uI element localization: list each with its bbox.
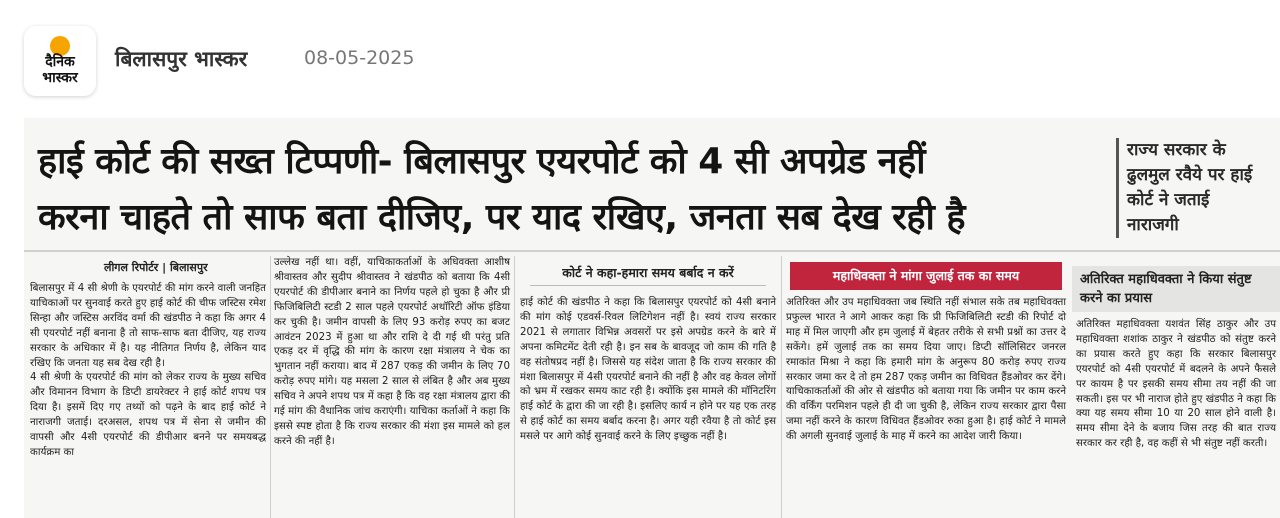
article-column-4 <box>786 296 1066 445</box>
byline: लीगल रिपोर्टर | बिलासपुर <box>104 261 208 274</box>
logo-text-line2: भास्कर <box>42 70 78 86</box>
article-column-3 <box>520 296 776 445</box>
article-column-1 <box>30 282 266 461</box>
logo-text-line1: दैनिक <box>45 54 75 70</box>
side-headline: राज्य सरकार के ढुलमुल रवैये पर हाई कोर्ट ने जताई नाराजगी <box>1116 138 1266 238</box>
article-column-2 <box>274 256 510 450</box>
subheading-additional-advocate: अतिरिक्त महाधिवक्ता ने किया संतुष्ट करने का प्रयास <box>1072 266 1280 312</box>
edition-name[interactable]: बिलासपुर भास्कर <box>115 47 248 71</box>
column-divider <box>270 256 271 518</box>
paragraph: अतिरिक्त और उप महाधिवक्ता जब स्थिति नहीं संभाल सके तब महाधिवक्ता प्रफुल्ल भारत ने आगे आकर कहा कि प्री फिजिबिलिटी स्टडी की रिपोर्ट दो माह में मिल जाएगी और हम जुलाई में बेहतर तरीके से सभी प्रश्नों का उत्तर दे सकेंगे। हमें जुलाई तक का समय दिया जाए। डिप्टी सॉलिसिटर जनरल रमाकांत मिश्रा ने कहा कि हमारी मांग के अनुरूप 80 करोड़ रुपए राज्य सरकार जमा कर दे तो हम 287 एकड़ जमीन का विधिवत हैंडओवर कर देंगे। याचिकाकर्ताओं की ओर से खंडपीठ को बताया गया कि जमीन पर काम करने की वर्किंग परमिशन पहले ही दी जा चुकी है, लेकिन राज्य सरकार द्वारा पैसा जमा नहीं करने के कारण विधिवत हैंडओवर रुका हुआ है। हाई कोर्ट ने मामले की अगली सुनवाई जुलाई के माह में करने का आदेश जारी किया। <box>786 297 1066 443</box>
headline-divider <box>24 250 1280 252</box>
dainik-bhaskar-logo[interactable] <box>24 26 96 96</box>
subheading-advocate-general: महाधिवक्ता ने मांगा जुलाई तक का समय <box>790 262 1062 290</box>
publish-date: 08-05-2025 <box>304 47 415 69</box>
column-divider <box>781 256 782 518</box>
subheading-court-remark: कोर्ट ने कहा-हमारा समय बर्बाद न करें <box>530 264 766 286</box>
headline-line-2: करना चाहते तो साफ बता दीजिए, पर याद रखिए, जनता सब देख रही है <box>38 197 965 238</box>
column-divider <box>514 256 515 518</box>
paragraph: हाई कोर्ट की खंडपीठ ने कहा कि बिलासपुर एयरपोर्ट को 4सी बनाने की मांग कोई एडवर्स-रिवल लिटिगेशन नहीं है। स्वयं राज्य सरकार 2021 से लगातार विभिन्न अवसरों पर इसे अपग्रेड करने के बारे में अपना कमिटमेंट देती रही है। इन सब के बावजूद जो काम की गति है वह संतोषप्रद नहीं है। जिससे यह संदेश जाता है कि राज्य सरकार की मंशा बिलासपुर में 4सी एयरपोर्ट बनाने की नहीं है और वह केवल लोगों को भ्रम में रखकर समय काट रही है। क्योंकि इस मामले की मॉनिटरिंग हाई कोर्ट के द्वारा की जा रही है। इसलिए कार्य न होने पर यह एक तरह से हाई कोर्ट का समय बर्बाद करना है। अगर यही रवैया है तो कोर्ट इस मसले पर आगे कोई सुनवाई करने के लिए इच्छुक नहीं है। <box>520 297 776 443</box>
headline-line-1: हाई कोर्ट की सख्त टिप्पणी- बिलासपुर एयरपोर्ट को 4 सी अपग्रेड नहीं <box>38 141 926 182</box>
paragraph: अतिरिक्त महाधिवक्ता यशवंत सिंह ठाकुर और उप महाधिवक्ता शशांक ठाकुर ने खंडपीठ को संतुष्ट करने का प्रयास करते हुए कहा कि सरकार बिलासपुर एयरपोर्ट को 4सी एयरपोर्ट में बदलने के अपने फैसले पर कायम है पर इसकी समय सीमा तय नहीं की जा सकती। इस पर भी नाराज होते हुए खंडपीठ ने कहा कि क्या यह समय सीमा 10 या 20 साल होने वाली है। समय सीमा देने के बजाय जिस तरह की बात राज्य सरकार कर रही है, वह कहीं से भी संतुष्ट नहीं करती। <box>1076 319 1276 450</box>
main-headline <box>38 134 1113 246</box>
newspaper-clipping <box>24 118 1280 518</box>
paragraph: उल्लेख नहीं था। वहीं, याचिकाकर्ताओं के अधिवक्ता आशीष श्रीवास्तव और सुदीप श्रीवास्तव ने खंडपीठ को बताया कि 4सी एयरपोर्ट की डीपीआर बनाने का निर्णय पहले हो चुका है और प्री फिजिबिलिटी स्टडी 2 साल पहले एयरपोर्ट अथॉरिटी ऑफ इंडिया कर चुकी है। जमीन वापसी के लिए 93 करोड़ रुपए का बजट आवंटन 2023 में हुआ था और राशि दे दी गई थी परंतु प्रति एकड़ दर में वृद्धि की मांग के कारण रक्षा मंत्रालय ने चेक का भुगतान नहीं कराया। बाद में 287 एकड़ की जमीन के लिए 70 करोड़ रुपए मांगे। यह मसला 2 साल से लंबित है और अब मुख्य सचिव ने अपने शपथ पत्र में कहा है कि वह रक्षा मंत्रालय द्वारा की गई मांग की वैधानिक जांच कराएंगी। याचिका कर्ताओं ने कहा कि इससे स्पष्ट होता है कि राज्य सरकार की मंशा इस मामले को हल करने की नहीं है। <box>274 257 510 447</box>
sun-icon <box>50 36 70 56</box>
paragraph: 4 सी श्रेणी के एयरपोर्ट की मांग को लेकर राज्य के मुख्य सचिव और विमानन विभाग के डिप्टी डायरेक्टर ने हाई कोर्ट शपथ पत्र दिया है। इसमें दिए गए तथ्यों को पढ़ने के बाद हाई कोर्ट ने नाराजगी जताई। दरअसल, शपथ पत्र में सेना से जमीन की वापसी और 4सी एयरपोर्ट की डीपीआर बनने पर समयबद्ध कार्यक्रम का <box>30 372 266 458</box>
article-column-5 <box>1076 318 1276 452</box>
app-header <box>0 0 1280 118</box>
paragraph: बिलासपुर में 4 सी श्रेणी के एयरपोर्ट की मांग करने वाली जनहित याचिकाओं पर सुनवाई करते हुए हाई कोर्ट की चीफ जस्टिस रमेश सिन्हा और जस्टिस अरविंद वर्मा की खंडपीठ ने कहा कि अगर 4 सी एयरपोर्ट नहीं बनाना है तो साफ-साफ बता दीजिए, यह राज्य सरकार के अधिकार में है। यह नीतिगत निर्णय है, लेकिन याद रखिए कि जनता यह सब देख रही है। <box>30 283 266 369</box>
